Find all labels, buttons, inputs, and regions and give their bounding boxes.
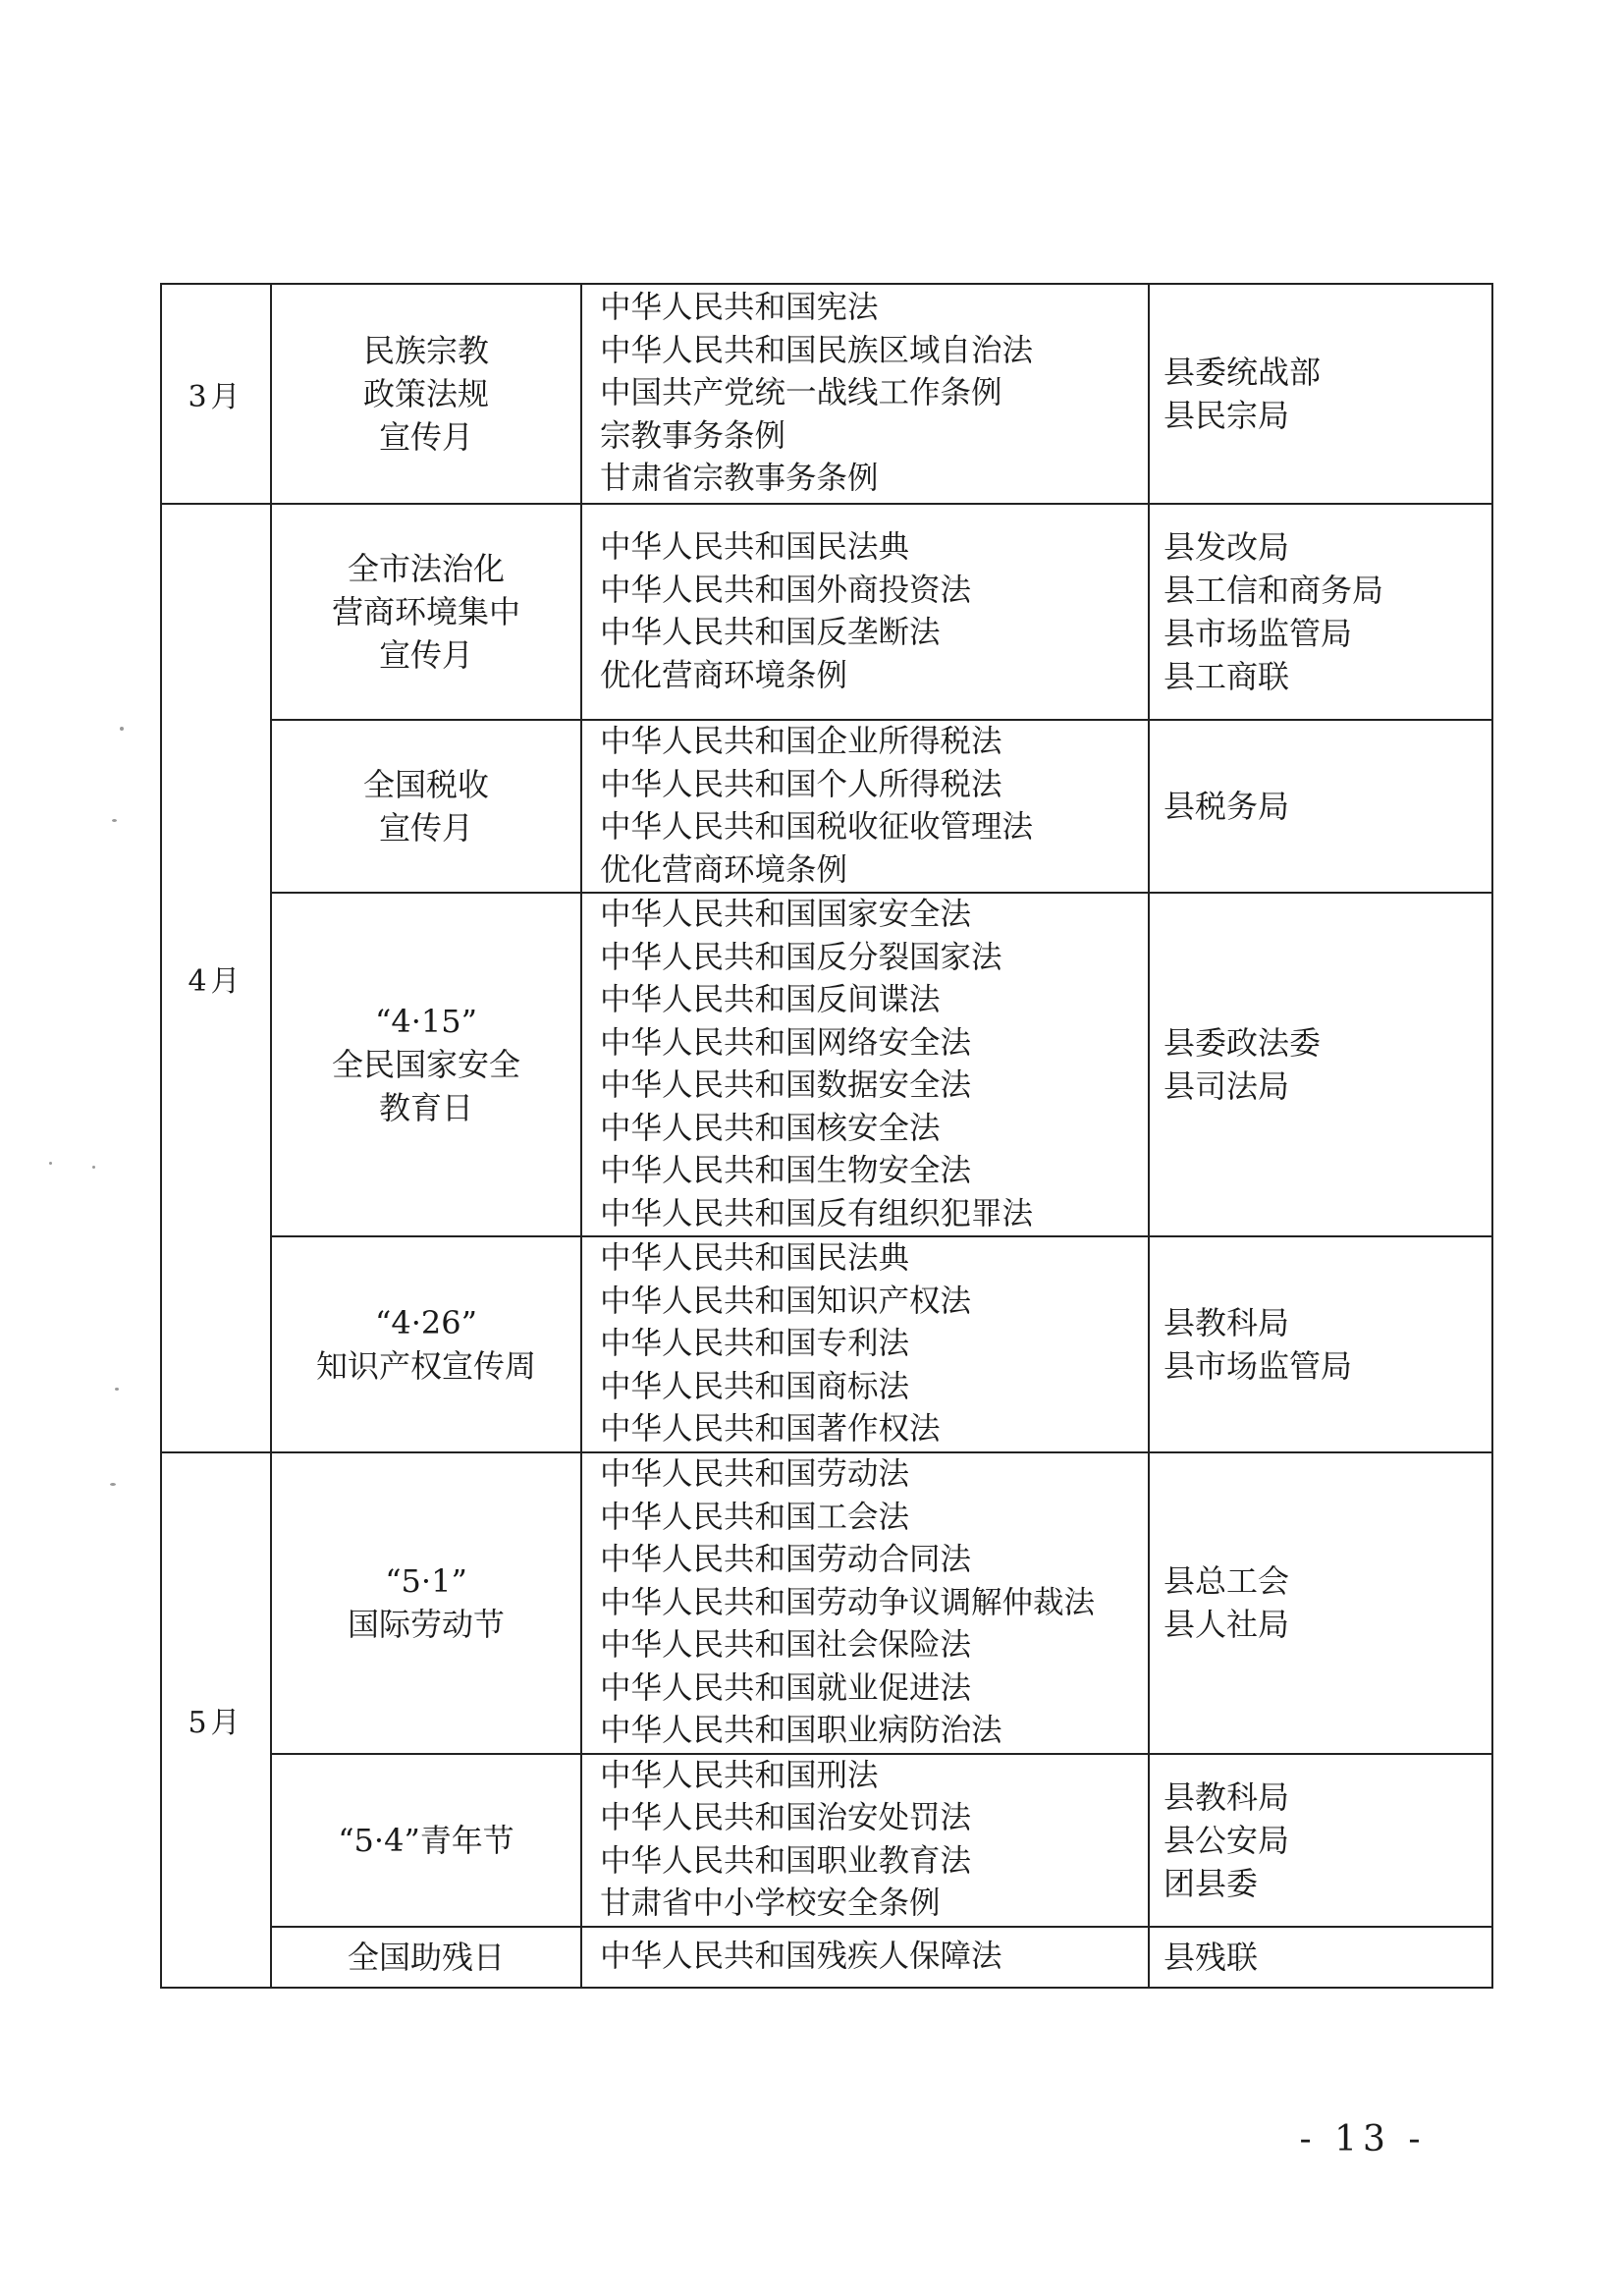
laws-cell [581,284,1149,504]
law-item: 中华人民共和国专利法 [600,1326,910,1362]
event-line: 国际劳动节 [347,1606,505,1644]
event-line: 全国助残日 [347,1938,505,1976]
event-line: 宣传月 [378,636,473,674]
scan-speck [92,1166,95,1169]
law-item: 中华人民共和国外商投资法 [600,572,972,608]
law-item: 中华人民共和国数据安全法 [600,1067,972,1103]
scan-speck [120,727,124,731]
event-cell [271,720,581,893]
law-item: 中华人民共和国知识产权法 [600,1283,972,1319]
table-row [161,720,1492,893]
department-item: 县委统战部 [1163,354,1322,391]
event-line: 营商环境集中 [331,593,520,630]
law-item: 中华人民共和国治安处罚法 [600,1800,972,1835]
department-item: 县工信和商务局 [1163,572,1384,609]
department-cell [1149,720,1492,893]
department-item: 县委政法委 [1163,1024,1322,1062]
law-item: 中华人民共和国个人所得税法 [600,766,1002,802]
laws-cell [581,1452,1149,1754]
department-item: 县市场监管局 [1163,1347,1353,1385]
department-cell [1149,284,1492,504]
laws-cell [581,720,1149,893]
law-item: 中华人民共和国反有组织犯罪法 [600,1195,1034,1231]
table-row [161,893,1492,1236]
event-line: 全民国家安全 [331,1046,520,1083]
law-item: 中华人民共和国企业所得税法 [600,724,1002,759]
department-item: 县司法局 [1163,1067,1290,1105]
laws-cell [581,1754,1149,1927]
table-row [161,1236,1492,1452]
table-row [161,1927,1492,1988]
month-cell: 4月 [161,504,271,1452]
laws-cell [581,504,1149,720]
month-cell: 3月 [161,284,271,504]
event-cell [271,284,581,504]
department-cell [1149,1927,1492,1988]
event-line: 全国税收 [362,766,489,803]
law-item: 优化营商环境条例 [600,657,848,693]
law-item: 中华人民共和国刑法 [600,1757,879,1793]
laws-cell [581,1236,1149,1452]
law-item: 中华人民共和国商标法 [600,1368,910,1404]
law-item: 中华人民共和国劳动合同法 [600,1542,972,1577]
scan-speck [49,1162,52,1165]
event-line: “5·4”青年节 [338,1821,514,1859]
law-item: 中华人民共和国劳动法 [600,1456,910,1492]
law-item: 中华人民共和国民法典 [600,1240,910,1277]
table-row [161,1754,1492,1927]
department-item: 县民宗局 [1163,397,1290,434]
event-cell [271,1754,581,1927]
law-item: 甘肃省宗教事务条例 [600,461,879,497]
publicity-schedule-table [160,283,1493,1989]
law-item: 中华人民共和国残疾人保障法 [600,1938,1002,1974]
law-item: 中国共产党统一战线工作条例 [600,375,1002,411]
law-item: 宗教事务条例 [600,417,786,454]
law-item: 中华人民共和国税收征收管理法 [600,809,1034,845]
table-row [161,284,1492,504]
law-item: 中华人民共和国反垄断法 [600,615,941,650]
department-cell [1149,893,1492,1236]
law-item: 中华人民共和国工会法 [600,1499,910,1535]
department-item: 团县委 [1163,1864,1259,1902]
month-cell: 5月 [161,1452,271,1988]
law-item: 中华人民共和国网络安全法 [600,1024,972,1061]
law-item: 中华人民共和国职业教育法 [600,1842,972,1879]
event-line: 全市法治化 [347,550,505,587]
department-item: 县教科局 [1163,1304,1290,1341]
department-cell [1149,504,1492,720]
law-item: 中华人民共和国国家安全法 [600,897,972,932]
event-line: “4·15” [375,1003,477,1040]
event-line: 知识产权宣传周 [315,1347,536,1385]
event-cell [271,1452,581,1754]
law-item: 中华人民共和国宪法 [600,290,879,326]
event-line: 宣传月 [378,809,473,847]
law-item: 中华人民共和国反间谍法 [600,982,941,1017]
department-cell [1149,1236,1492,1452]
law-item: 中华人民共和国反分裂国家法 [600,939,1002,975]
table-row [161,504,1492,720]
event-line: “4·26” [375,1304,477,1341]
law-item: 中华人民共和国社会保险法 [600,1627,972,1663]
scan-speck [112,819,117,822]
department-item: 县公安局 [1163,1821,1290,1859]
department-item: 县税务局 [1163,788,1290,825]
event-cell [271,1927,581,1988]
law-item: 中华人民共和国劳动争议调解仲裁法 [600,1584,1096,1620]
scan-speck [115,1388,119,1391]
department-item: 县人社局 [1163,1606,1290,1644]
event-line: 民族宗教 [362,332,489,369]
law-item: 中华人民共和国生物安全法 [600,1153,972,1188]
laws-cell [581,893,1149,1236]
department-item: 县总工会 [1163,1562,1290,1601]
page-number: - 13 - [1299,2119,1427,2159]
department-item: 县市场监管局 [1163,615,1353,652]
scan-speck [110,1483,116,1486]
table-row [161,1452,1492,1754]
event-cell [271,1236,581,1452]
law-item: 中华人民共和国就业促进法 [600,1669,972,1706]
department-item: 县教科局 [1163,1777,1290,1816]
event-cell [271,893,581,1236]
department-cell [1149,1754,1492,1927]
laws-cell [581,1927,1149,1988]
law-item: 中华人民共和国核安全法 [600,1110,941,1146]
department-item: 县残联 [1163,1938,1259,1976]
law-item: 优化营商环境条例 [600,851,848,888]
department-cell [1149,1452,1492,1754]
law-item: 中华人民共和国民法典 [600,529,910,565]
event-line: 教育日 [378,1089,473,1126]
event-cell [271,504,581,720]
event-line: 宣传月 [378,418,473,456]
event-line: “5·1” [385,1562,467,1601]
law-item: 甘肃省中小学校安全条例 [600,1886,941,1921]
event-line: 政策法规 [362,375,489,412]
law-item: 中华人民共和国著作权法 [600,1411,941,1448]
law-item: 中华人民共和国民族区域自治法 [600,332,1034,368]
law-item: 中华人民共和国职业病防治法 [600,1713,1002,1748]
department-item: 县发改局 [1163,528,1290,566]
department-item: 县工商联 [1163,658,1290,695]
